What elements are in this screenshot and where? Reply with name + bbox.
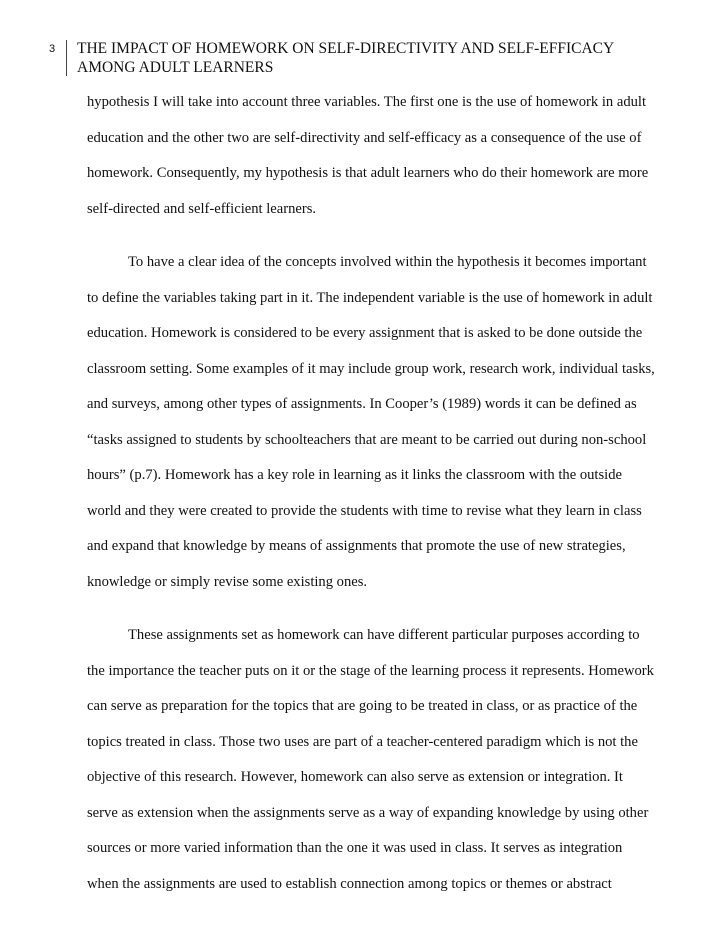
paragraph-line: knowledge or simply revise some existing ones.: [87, 573, 368, 590]
paragraph-line: and expand that knowledge by means of assignments that promote the use of new strategies,: [87, 538, 626, 554]
running-head: [77, 39, 677, 77]
paragraph-line: objective of this research. However, homework can also serve as extension or integration. It: [87, 769, 623, 785]
paragraph-line: and surveys, among other types of assignments. In Cooper’s (1989) words it can be defined as: [87, 396, 637, 412]
paragraph-line: serve as extension when the assignments serve as a way of expanding knowledge by using other: [87, 804, 649, 821]
running-head-line-1: THE IMPACT OF HOMEWORK ON SELF-DIRECTIVITY AND SELF-EFFICACY: [77, 40, 615, 57]
paragraph-line: to define the variables taking part in it. The independent variable is the use of homework in adult: [87, 289, 653, 306]
paragraph-line: To have a clear idea of the concepts involved within the hypothesis it becomes important: [128, 254, 647, 270]
paragraph-line: sources or more varied information than the one it was used in class. It serves as integration: [87, 840, 623, 856]
paragraph-line: hours” (p.7). Homework has a key role in learning as it links the classroom with the outside: [87, 467, 622, 483]
paragraph-1: [87, 90, 667, 232]
paragraph-3: [87, 623, 667, 907]
paragraph-line: self-directed and self-efficient learners.: [87, 200, 317, 217]
paragraph-line: homework. Consequently, my hypothesis is that adult learners who do their homework are more: [87, 165, 649, 181]
page-number: 3: [49, 43, 56, 55]
paragraph-line: education and the other two are self-directivity and self-efficacy as a consequence of the use of: [87, 129, 642, 146]
paragraph-line: hypothesis I will take into account three variables. The first one is the use of homework in adult: [87, 94, 647, 110]
paragraph-line: “tasks assigned to students by schoolteachers that are meant to be carried out during non-school: [87, 431, 647, 448]
paragraph-line: can serve as preparation for the topics that are going to be treated in class, or as practice of the: [87, 698, 638, 714]
paragraph-line: world and they were created to provide the students with time to revise what they learn in class: [87, 502, 642, 519]
running-head-line-2: AMONG ADULT LEARNERS: [77, 59, 274, 76]
paragraph-line: topics treated in class. Those two uses are part of a teacher-centered paradigm which is not the: [87, 733, 638, 750]
header-divider: [66, 40, 67, 76]
paragraph-gap: [87, 232, 667, 250]
paragraph-line: when the assignments are used to establish connection among topics or themes or abstract: [87, 875, 612, 892]
paragraph-gap: [87, 605, 667, 623]
paragraph-2: [87, 250, 667, 605]
body-text: [87, 90, 667, 907]
paragraph-line: the importance the teacher puts on it or the stage of the learning process it represents. Homework: [87, 662, 654, 679]
paragraph-line: education. Homework is considered to be every assignment that is asked to be done outside the: [87, 325, 643, 341]
paragraph-line: These assignments set as homework can have different particular purposes according to: [128, 627, 640, 643]
paragraph-line: classroom setting. Some examples of it may include group work, research work, individual tasks,: [87, 360, 655, 377]
